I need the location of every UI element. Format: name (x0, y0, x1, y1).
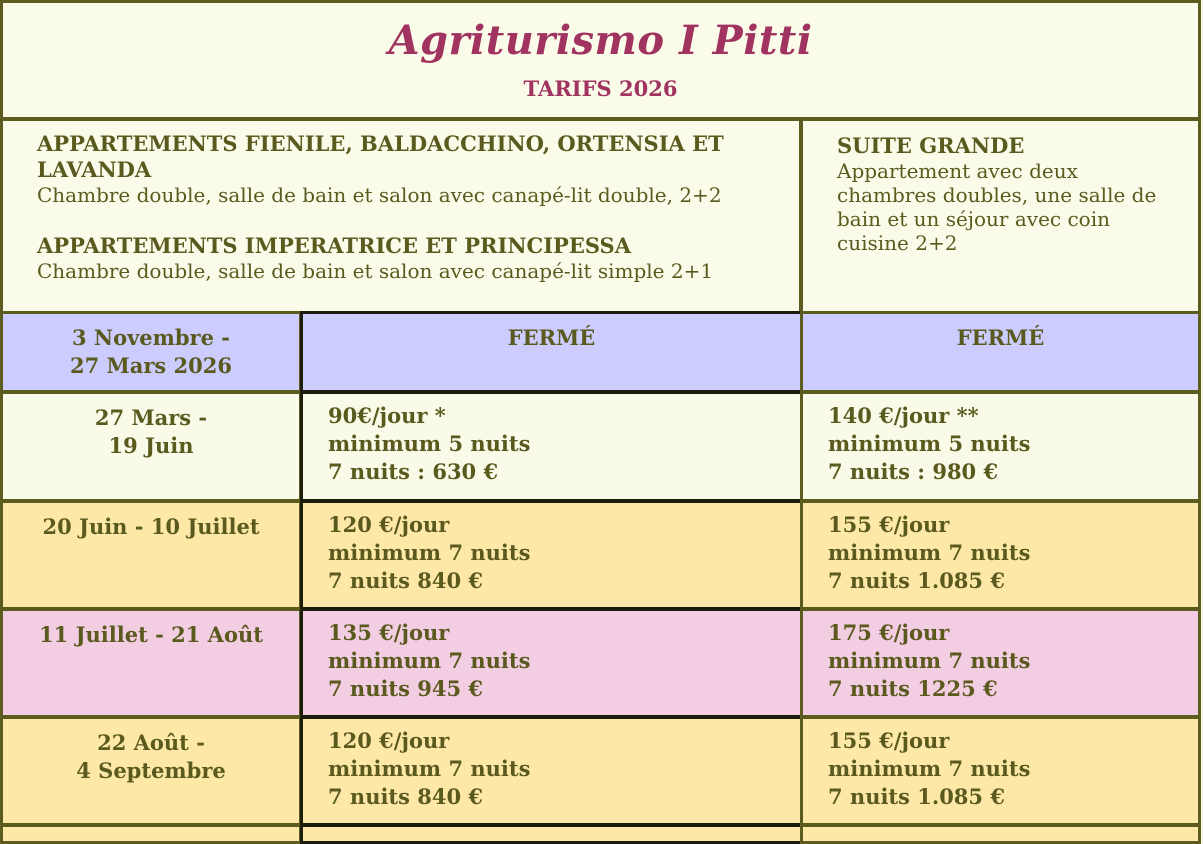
price-cell-suite (800, 500, 1201, 610)
suite-title: SUITE GRANDE (837, 133, 1025, 158)
price-cell-apartments (300, 824, 803, 844)
daily-rate: 120 €/jour (328, 512, 450, 537)
period-line: 19 Juin (108, 433, 194, 458)
price-cell-suite (800, 311, 1201, 393)
price-cell-apartments (300, 391, 803, 502)
weekly-rate: 7 nuits 840 € (328, 568, 484, 593)
daily-rate: 140 €/jour ** (828, 403, 979, 428)
period-cell (0, 716, 302, 826)
weekly-rate: 7 nuits 1.085 € (828, 784, 1005, 809)
suite-description (800, 118, 1201, 314)
closed-label: FERMÉ (507, 325, 596, 350)
minimum-stay: minimum 7 nuits (328, 648, 531, 673)
minimum-stay: minimum 7 nuits (828, 756, 1031, 781)
header (0, 0, 1201, 120)
apartments-group-title-2: APPARTEMENTS IMPERATRICE ET PRINCIPESSA (37, 233, 632, 258)
weekly-rate: 7 nuits 945 € (328, 676, 484, 701)
minimum-stay: minimum 7 nuits (828, 540, 1031, 565)
closed-label: FERMÉ (956, 325, 1045, 350)
weekly-rate: 7 nuits 1225 € (828, 676, 998, 701)
apartments-description (0, 118, 802, 314)
period-line: 3 Novembre - (71, 325, 231, 350)
weekly-rate: 7 nuits 840 € (328, 784, 484, 809)
apartments-group-title-1: APPARTEMENTS FIENILE, BALDACCHINO, ORTENSIA ET LAVANDA (37, 131, 724, 182)
minimum-stay: minimum 5 nuits (328, 431, 531, 456)
price-cell-apartments (300, 311, 803, 393)
daily-rate: 155 €/jour (828, 728, 950, 753)
minimum-stay: minimum 5 nuits (828, 431, 1031, 456)
period-line: 4 Septembre (76, 758, 226, 783)
page-title: Agriturismo I Pitti (388, 17, 813, 64)
period-cell (0, 391, 302, 502)
minimum-stay: minimum 7 nuits (828, 648, 1031, 673)
daily-rate: 90€/jour * (328, 403, 446, 428)
price-cell-suite (800, 716, 1201, 826)
page-subtitle: TARIFS 2026 (523, 76, 678, 101)
weekly-rate: 7 nuits : 630 € (328, 459, 499, 484)
daily-rate: 155 €/jour (828, 512, 950, 537)
period-cell (0, 608, 302, 718)
period-line: 27 Mars - (94, 405, 208, 430)
period-line: 20 Juin - 10 Juillet (42, 514, 260, 539)
price-cell-suite (800, 608, 1201, 718)
period-cell (0, 500, 302, 610)
minimum-stay: minimum 7 nuits (328, 756, 531, 781)
weekly-rate: 7 nuits 1.085 € (828, 568, 1005, 593)
period-line: 22 Août - (97, 730, 205, 755)
apartments-group-text-2: Chambre double, salle de bain et salon avec canapé-lit simple 2+1 (37, 259, 714, 283)
apartments-group-text-1: Chambre double, salle de bain et salon avec canapé-lit double, 2+2 (37, 183, 722, 207)
weekly-rate: 7 nuits : 980 € (828, 459, 999, 484)
suite-text: Appartement avec deux chambres doubles, une salle de bain et un séjour avec coin cuisine 2+2 (837, 159, 1157, 255)
price-cell-apartments (300, 500, 803, 610)
price-cell-apartments (300, 716, 803, 826)
daily-rate: 120 €/jour (328, 728, 450, 753)
minimum-stay: minimum 7 nuits (328, 540, 531, 565)
price-cell-suite (800, 391, 1201, 502)
price-cell-apartments (300, 608, 803, 718)
period-line: 11 Juillet - 21 Août (39, 622, 263, 647)
daily-rate: 135 €/jour (328, 620, 450, 645)
period-line: 27 Mars 2026 (69, 353, 233, 378)
price-cell-suite (800, 824, 1201, 844)
daily-rate: 175 €/jour (828, 620, 950, 645)
period-cell (0, 311, 302, 393)
period-cell (0, 824, 302, 844)
